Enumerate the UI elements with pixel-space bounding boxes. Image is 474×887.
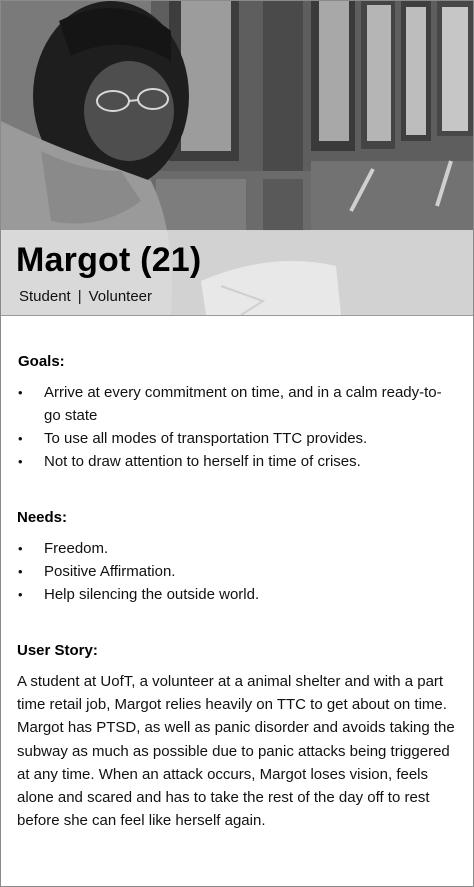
goal-text: Arrive at every commitment on time, and in a calm ready-to-go state (44, 384, 442, 424)
goal-text: Not to draw attention to herself in time of crises. (44, 453, 361, 470)
list-item (18, 381, 448, 427)
bullet-icon: • (18, 454, 23, 469)
needs-list (18, 537, 448, 606)
bullet-icon: • (18, 564, 23, 579)
role-student: Student (19, 288, 71, 305)
list-item (18, 560, 448, 583)
role-volunteer: Volunteer (88, 288, 153, 305)
list-item (18, 537, 448, 560)
need-text: Help silencing the outside world. (44, 586, 260, 603)
list-item (18, 450, 448, 473)
needs-heading: Needs: (17, 509, 68, 526)
user-story-heading: User Story: (17, 642, 98, 659)
goals-heading: Goals: (18, 353, 65, 370)
bullet-icon: • (18, 541, 23, 556)
bullet-icon: • (18, 587, 23, 602)
goal-text: To use all modes of transportation TTC provides. (44, 430, 368, 447)
persona-roles (19, 288, 152, 305)
role-separator: | (77, 288, 82, 305)
list-item (18, 427, 448, 450)
goals-list (18, 381, 448, 473)
user-story-text: A student at UofT, a volunteer at a animal shelter and with a part time retail job, Margot relies heavily on TTC to get about on time. Margot has PTSD, as well as panic disorder and avoids taking the subway as much as possible due to panic attacks being triggered at any time. When an attack occurs, Margot loses vision, feels alone and scared and has to take the rest of the day off to rest before she can feel like herself again. (17, 673, 455, 830)
need-text: Freedom. (44, 540, 109, 557)
persona-name: Margot (21) (16, 241, 202, 279)
need-text: Positive Affirmation. (44, 563, 176, 580)
bullet-icon: • (18, 385, 23, 400)
list-item (18, 583, 448, 606)
bullet-icon: • (18, 431, 23, 446)
